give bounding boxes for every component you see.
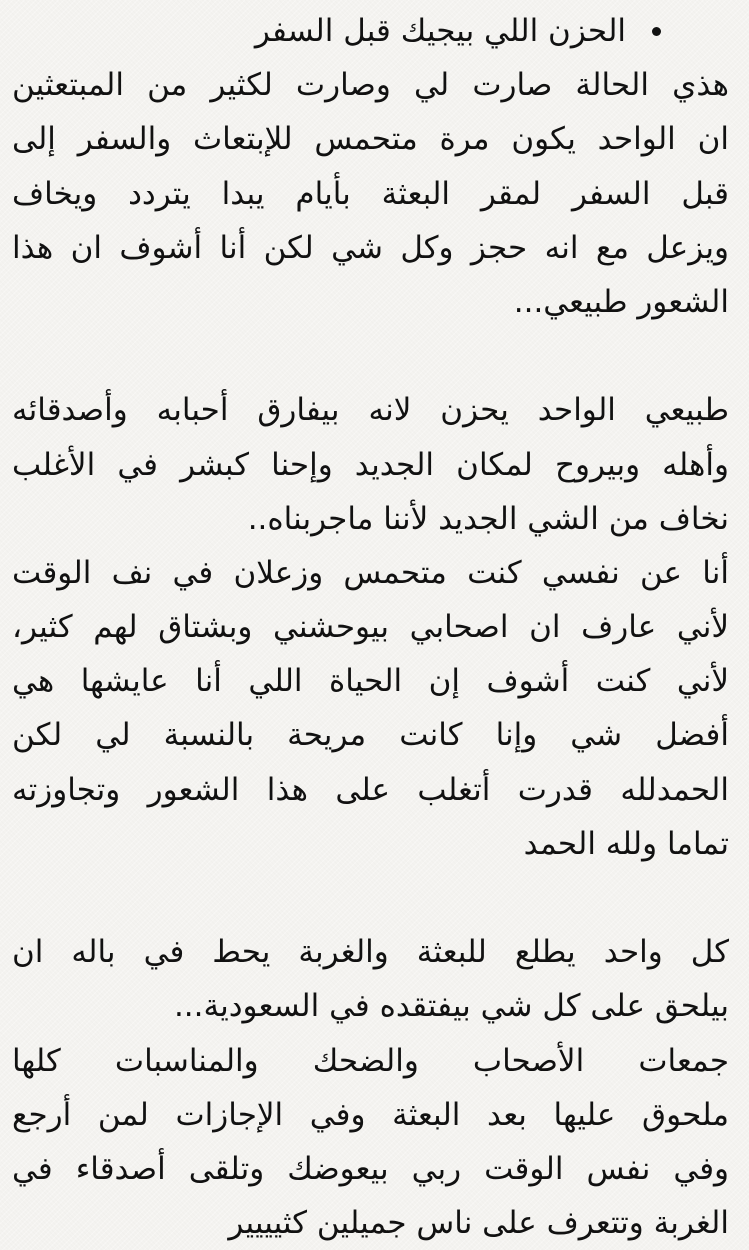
note-line: وفي نفس الوقت ربي بيعوضك وتلقى أصدقاء في [12, 1150, 729, 1187]
note-line: كل واحد يطلع للبعثة والغربة يحط في باله ان [12, 934, 729, 971]
note-line: ويزعل مع انه حجز وكل شي لكن أنا أشوف ان هذا [12, 229, 729, 266]
note-line: هذي الحالة صارت لي وصارت لكثير من المبتعثين [12, 67, 729, 104]
bullet-heading: الحزن اللي بيجيك قبل السفر [254, 13, 626, 49]
bullet-icon [652, 27, 661, 36]
note-line: تماما ولله الحمد [523, 825, 729, 862]
note-line: الغربة وتتعرف على ناس جميلين كثيييير [228, 1205, 729, 1242]
note-line: وأهله وبيروح لمكان الجديد وإحنا كبشر في الأغلب [12, 446, 729, 483]
paragraph-gap [12, 871, 729, 925]
note-line: جمعات الأصحاب والضحك والمناسبات كلها [12, 1042, 729, 1079]
paragraph-gap [12, 329, 729, 383]
note-line: قبل السفر لمقر البعثة بأيام يبدا يتردد ويخاف [12, 175, 729, 212]
note-line: الشعور طبيعي... [513, 283, 729, 320]
note-line: لأني كنت أشوف إن الحياة اللي أنا عايشها هي [12, 663, 729, 700]
note-line: طبيعي الواحد يحزن لانه بيفارق أحبابه وأصدقائه [12, 392, 729, 429]
note-line: بيلحق على كل شي بيفتقده في السعودية... [173, 988, 729, 1025]
note-line: نخاف من الشي الجديد لأننا ماجربناه.. [247, 500, 729, 537]
bullet-item [12, 4, 729, 58]
note-line: ملحوق عليها بعد البعثة وفي الإجازات لمن أرجع [12, 1096, 729, 1133]
note-line: أنا عن نفسي كنت متحمس وزعلان في نف الوقت [12, 554, 729, 591]
note-line: لأني عارف ان اصحابي بيوحشني وبشتاق لهم كثير، [12, 609, 729, 646]
note-line: الحمدلله قدرت أتغلب على هذا الشعور وتجاوزته [12, 771, 729, 808]
note-body[interactable] [12, 4, 729, 1250]
note-line: أفضل شي وإنا كانت مريحة بالنسبة لي لكن [12, 717, 729, 754]
note-line: ان الواحد يكون مرة متحمس للإبتعاث والسفر إلى [12, 121, 729, 158]
